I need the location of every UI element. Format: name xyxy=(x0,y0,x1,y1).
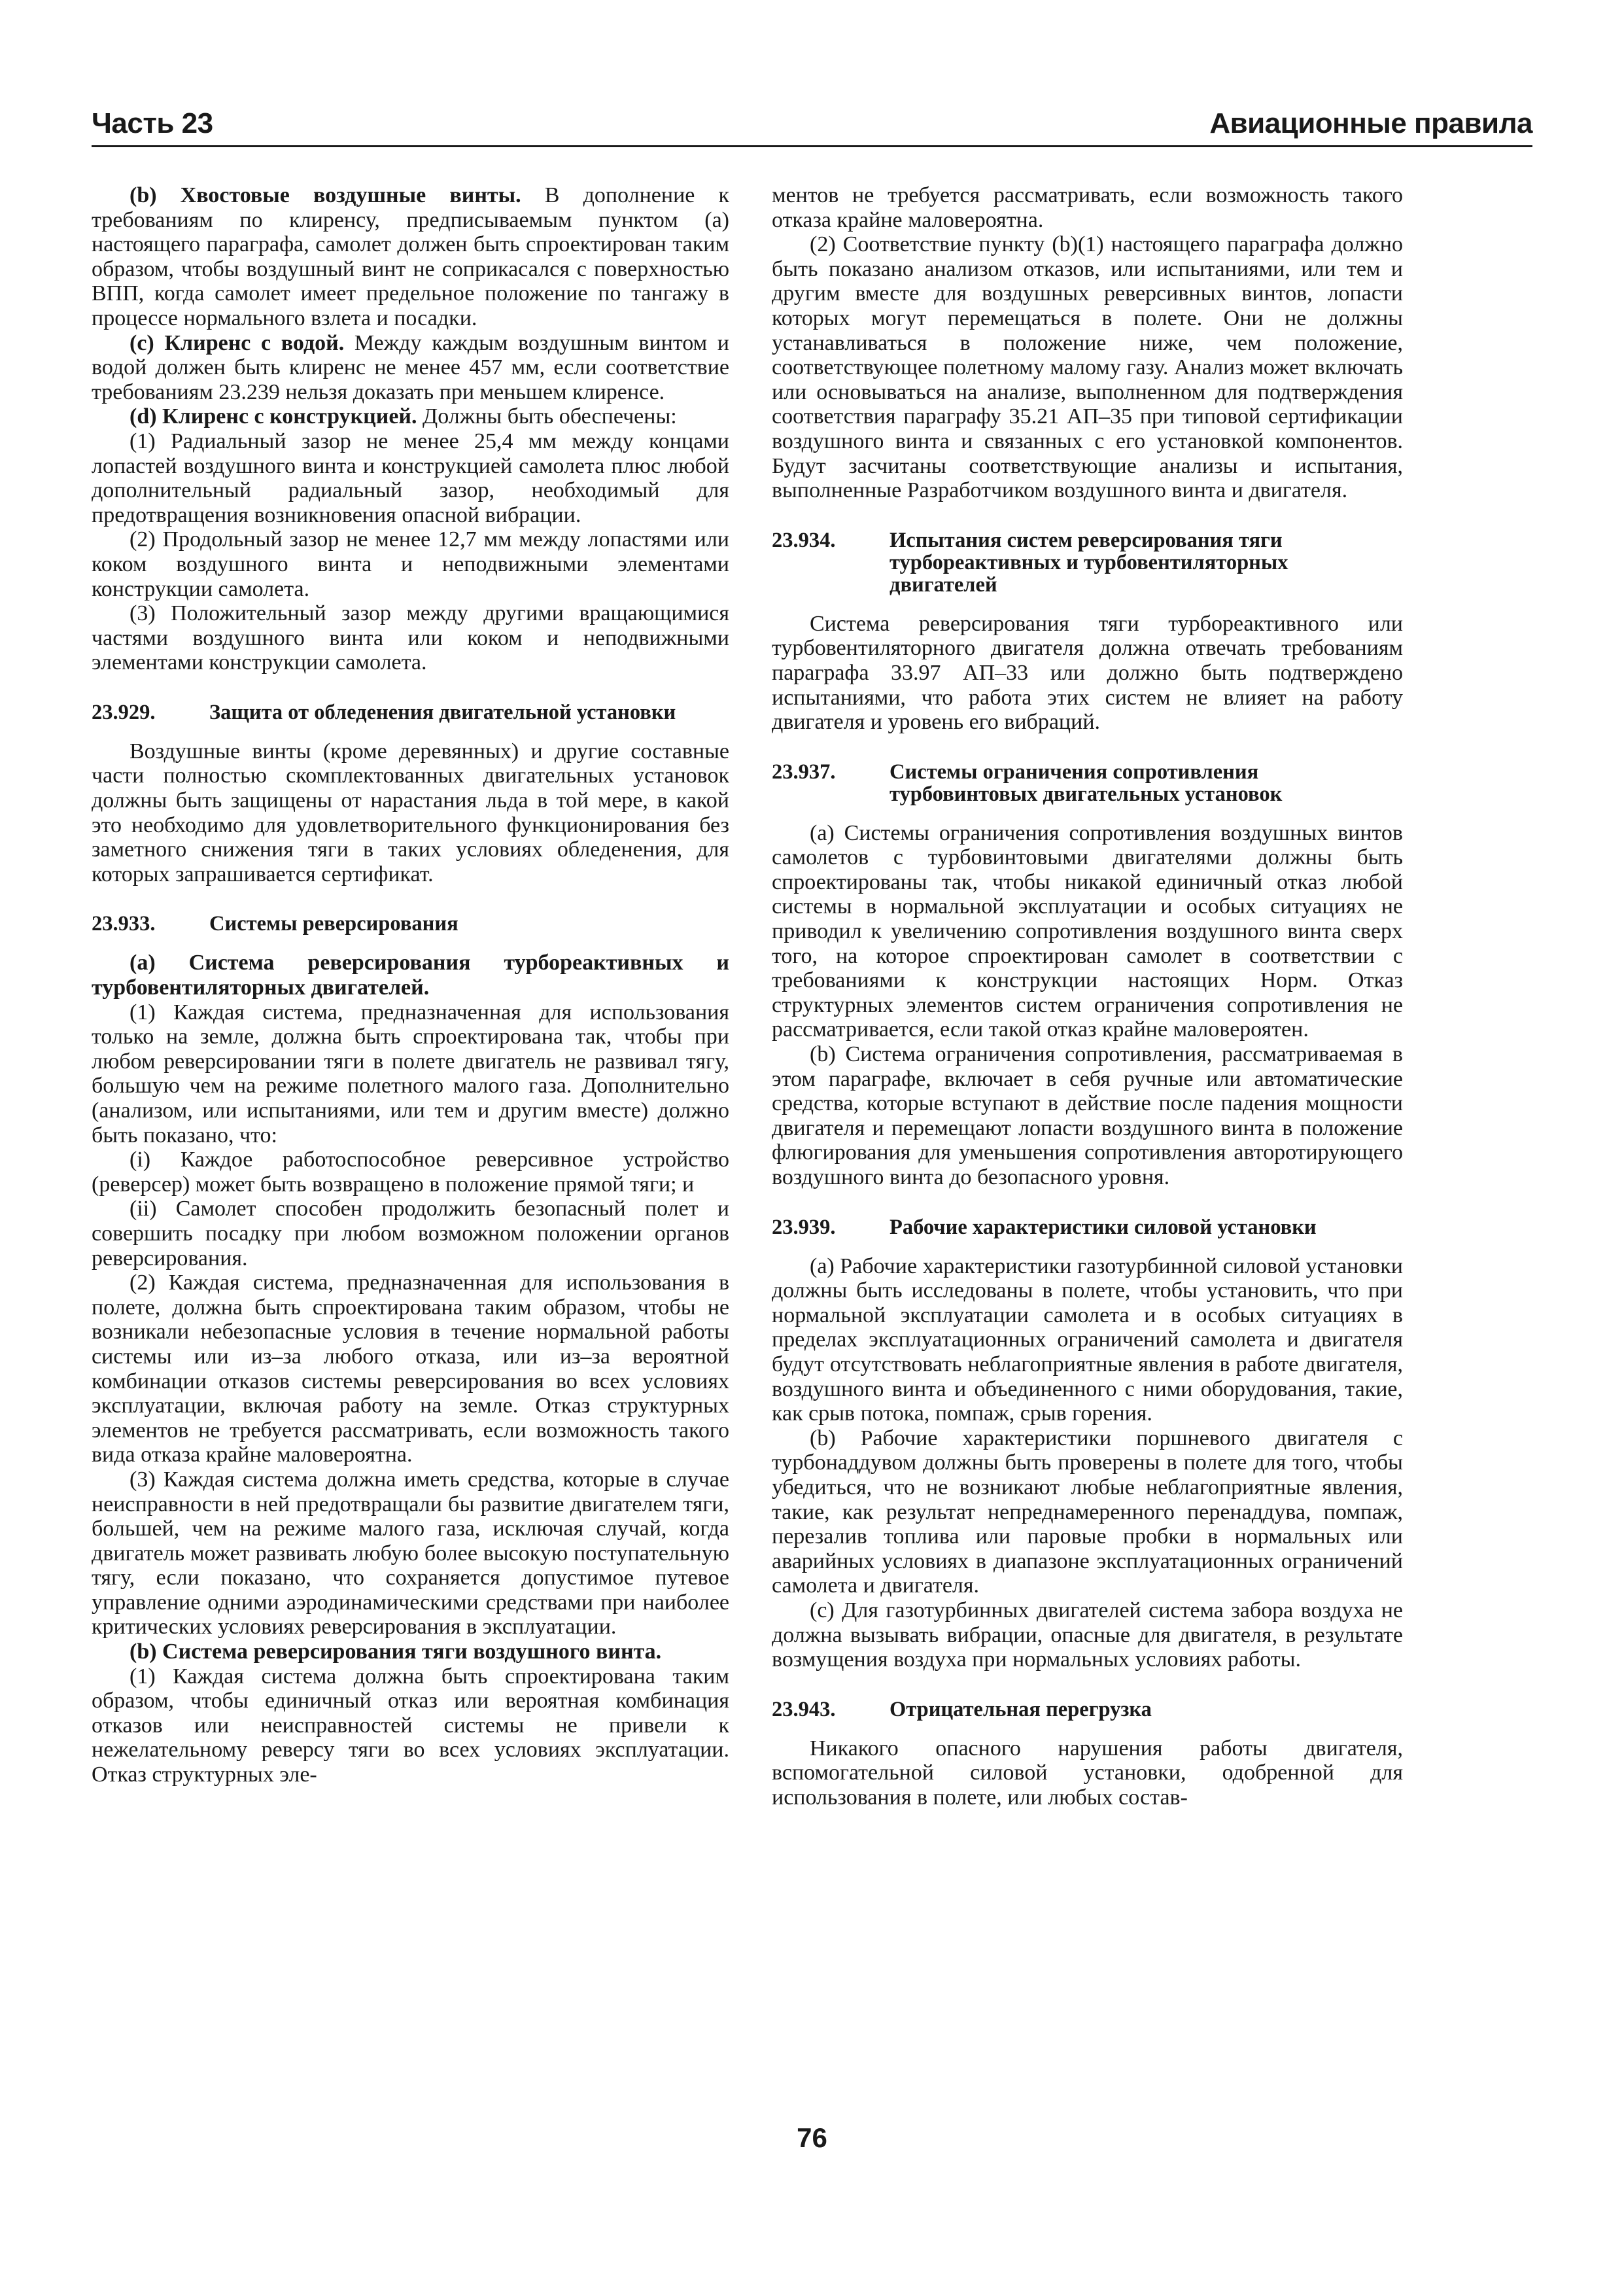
paragraph: (d) Клиренс с конструкцией. Должны быть обеспечены: xyxy=(130,404,677,429)
section-title: Защита от обледенения двигательной установки xyxy=(209,700,676,724)
paragraph: (2) Соответствие пункту (b)(1) настоящего параграфа должно быть показано анализом отказов, или испытаниями, или тем и другим вместе для воздушных реверсивных винтов, лопасти которых могут перемещаться в полете. Они не должны устанавливаться в положение ниже, чем положение, соответствующее полетному малому газу. Анализ может включать или основываться на анализе, выполненном для подтверждения соответствия параграфу 35.21 АП–35 при типовой сертификации воздушного винта и связанных с его установкой компонентов. Будут засчитаны соответствующие анализы и испытания, выполненные Разработчиком воздушного винта и двигателя. xyxy=(772,232,1403,503)
paragraph-label: (a) Система реверсирования турбореактивных и турбовентиляторных двигателей. xyxy=(92,951,729,1000)
paragraph: (1) Каждая система, предназначенная для использования только на земле, должна быть спроектирована так, чтобы при любом реверсировании тяги в полете двигатель не развивал тягу, большую чем на режиме полетного малого газа. Дополнительно (анализом, или испытаниями, или тем и другим вместе) должно быть показано, что: xyxy=(92,1000,729,1148)
paragraph: (3) Каждая система должна иметь средства, которые в случае неисправности в ней предотвращали бы развитие двигателем тяги, большей, чем на режиме малого газа, исключая случай, когда двигатель может развивать любую более высокую поступательную тягу, если показано, что сохраняется допустимое путевое управление одними аэродинамическими средствами при наиболее критических условиях реверсирования в эксплуатации. xyxy=(92,1467,729,1639)
paragraph: (c) Для газотурбинных двигателей система забора воздуха не должна вызывать вибрации, опасные для двигателя, в результате возмущения воздуха при нормальных условиях работы. xyxy=(772,1598,1403,1672)
section-number: 23.939. xyxy=(772,1215,836,1239)
left-column xyxy=(92,183,729,1787)
paragraph: (c) Клиренс с водой. Между каждым воздушным винтом и водой должен быть клиренс не менее 457 мм, если соответствие требованиям 23.239 нельзя доказать при меньшем клиренсе. xyxy=(92,330,730,404)
paragraph: (2) Каждая система, предназначенная для использования в полете, должна быть спроектирована таким образом, чтобы не возникали небезопасные условия в течение нормальной работы системы или из–за любого отказа, или из–за вероятной комбинации отказов системы реверсирования во всех условиях эксплуатации, включая работу на земле. Отказ структурных элементов не требуется рассматривать, если возможность такого вида отказа крайне маловероятна. xyxy=(92,1270,729,1467)
section-heading xyxy=(92,701,729,724)
paragraph: (i) Каждое работоспособное реверсивное устройство (реверсер) может быть возвращено в положение прямой тяги; и xyxy=(92,1148,729,1197)
page-number: 76 xyxy=(797,2122,827,2153)
right-column xyxy=(772,183,1403,1810)
paragraph: Система реверсирования тяги турбореактивного или турбовентиляторного двигателя должна отвечать требованиям параграфа 33.97 АП–33 или должно быть подтверждено испытаниями, что работа этих систем не влияет на работу двигателя и уровень его вибраций. xyxy=(772,611,1403,735)
section-title: Испытания систем реверсирования тяги турбореактивных и турбовентиляторных двигателей xyxy=(890,528,1288,597)
section-title: Рабочие характеристики силовой установки xyxy=(890,1215,1317,1239)
section-number: 23.943. xyxy=(772,1697,836,1721)
paragraph xyxy=(92,951,729,1000)
paragraph: (1) Каждая система должна быть спроектирована таким образом, чтобы единичный отказ или вероятная комбинация отказов или неисправностей системы не привели к нежелательному реверсу тяги во всех условиях эксплуатации. Отказ структурных эле- xyxy=(92,1664,729,1787)
paragraph-label: (c) Клиренс с водой. xyxy=(130,330,345,355)
section-heading xyxy=(772,761,1403,805)
paragraph: (ii) Самолет способен продолжить безопасный полет и совершить посадку при любом возможном положении органов реверсирования. xyxy=(92,1197,729,1270)
paragraph: ментов не требуется рассматривать, если возможность такого отказа крайне маловероятна. xyxy=(772,183,1403,232)
section-number: 23.933. xyxy=(92,912,156,936)
paragraph: Никакого опасного нарушения работы двигателя, вспомогательной силовой установки, одобренной для использования в полете, или любых состав- xyxy=(772,1736,1403,1810)
paragraph xyxy=(92,1639,729,1664)
section-heading xyxy=(92,913,729,935)
paragraph: (b) Хвостовые воздушные винты. В дополнение к требованиям по клиренсу, предписываемым пунктом (а) настоящего параграфа, самолет должен быть спроектирован таким образом, чтобы воздушный винт не соприкасался с поверхностью ВПП, когда самолет имеет предельное положение по тангажу в процессе нормального взлета и посадки. xyxy=(92,183,729,330)
header-part: Часть 23 xyxy=(92,107,213,139)
paragraph: (b) Система ограничения сопротивления, рассматриваемая в этом параграфе, включает в себя ручные или автоматические средства, которые вступают в действие после падения мощности двигателя и перемещают лопасти воздушного винта в положение флюгирования для уменьшения сопротивления авторотирующего воздушного винта до безопасного уровня. xyxy=(772,1042,1403,1189)
section-heading xyxy=(772,529,1403,596)
paragraph-label: (b) Хвостовые воздушные винты. xyxy=(130,183,521,207)
section-heading xyxy=(772,1698,1403,1721)
section-title: Системы реверсирования xyxy=(209,912,458,936)
section-number: 23.934. xyxy=(772,528,836,552)
paragraph: (3) Положительный зазор между другими вращающимися частями воздушного винта или коком и неподвижными элементами конструкции самолета. xyxy=(92,601,729,675)
paragraph: Воздушные винты (кроме деревянных) и другие составные части полностью скомплектованных двигательных установок должны быть защищены от нарастания льда в той мере, в какой это необходимо для удовлетворительного функционирования без заметного снижения тяги в таких условиях обледенения, для которых запрашивается сертификат. xyxy=(92,739,729,886)
paragraph: (2) Продольный зазор не менее 12,7 мм между лопастями или коком воздушного винта и неподвижными элементами конструкции самолета. xyxy=(92,527,729,601)
paragraph: (а) Системы ограничения сопротивления воздушных винтов самолетов с турбовинтовыми двигателями должны быть спроектированы так, чтобы никакой единичный отказ любой системы в нормальной эксплуатации и особых ситуациях не приводил к увеличению сопротивления воздушного винта сверх того, на которое спроектирован самолет в соответствии с требованиями к конструкции настоящих Норм. Отказ структурных элементов систем ограничения сопротивления не рассматривается, если такой отказ крайне маловероятен. xyxy=(772,820,1403,1042)
section-title: Системы ограничения сопротивления турбовинтовых двигательных установок xyxy=(890,760,1283,806)
header-title: Авиационные правила xyxy=(1209,107,1532,139)
paragraph: (1) Радиальный зазор не менее 25,4 мм между концами лопастей воздушного винта и конструкцией самолета плюс любой дополнительный радиальный зазор, необходимый для предотвращения возникновения опасной вибрации. xyxy=(92,429,729,527)
running-header xyxy=(92,92,1532,147)
section-number: 23.929. xyxy=(92,700,156,724)
paragraph-label: (b) Система реверсирования тяги воздушного винта. xyxy=(130,1639,662,1664)
paragraph: (а) Рабочие характеристики газотурбинной силовой установки должны быть исследованы в полете, чтобы установить, что при нормальной эксплуатации самолета и в особых ситуациях в пределах эксплуатационных ограничений самолета и двигателя будут отсутствовать неблагоприятные явления в работе двигателя, воздушного винта и объединенного с ними оборудования, такие, как срыв потока, помпаж, срыв горения. xyxy=(772,1253,1403,1426)
section-heading xyxy=(772,1216,1403,1238)
paragraph: (b) Рабочие характеристики поршневого двигателя с турбонаддувом должны быть проверены в полете для того, чтобы убедиться, что не возникают любые неблагоприятные явления, такие, как результат непреднамеренного перенаддува, помпаж, перезалив топлива или паровые пробки в нормальных или аварийных условиях в диапазоне эксплуатационных ограничений самолета и двигателя. xyxy=(772,1426,1403,1598)
paragraph-label: (d) Клиренс с конструкцией. xyxy=(130,404,417,429)
section-title: Отрицательная перегрузка xyxy=(890,1697,1152,1721)
section-number: 23.937. xyxy=(772,760,836,784)
